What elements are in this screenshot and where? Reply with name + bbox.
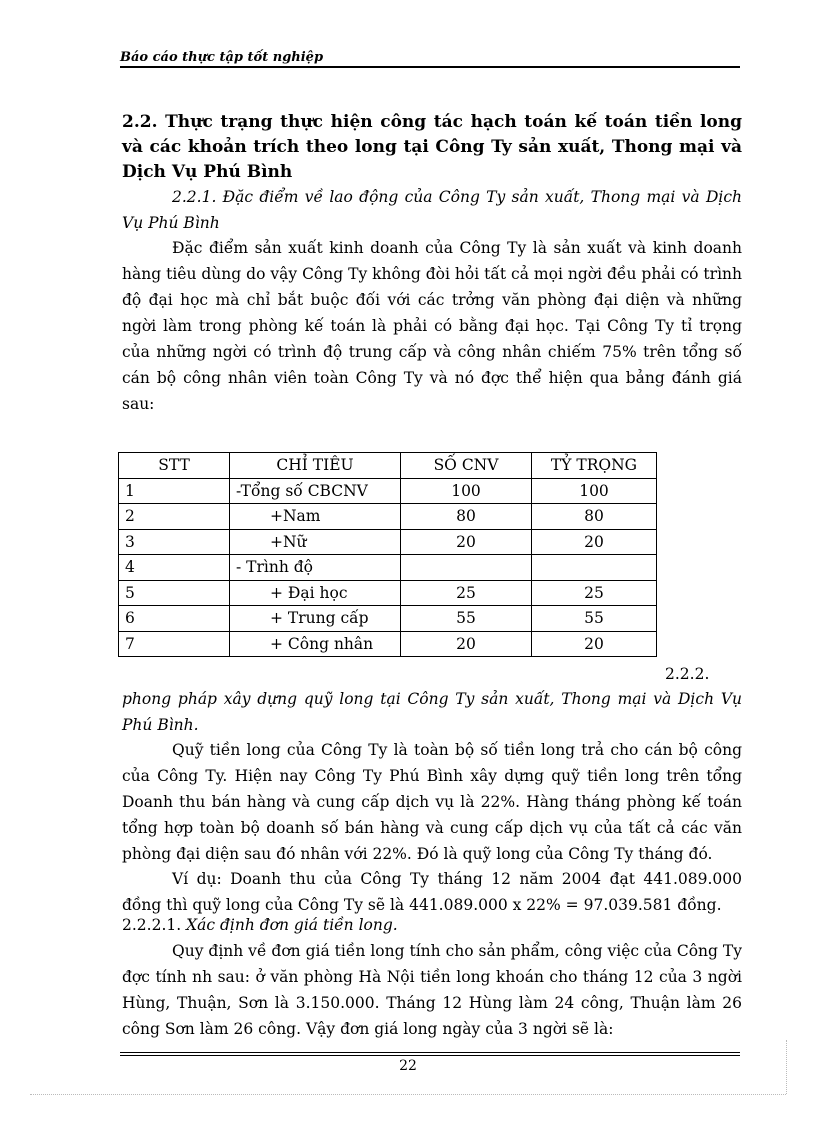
subsection-2-2-2-1-number: 2.2.2.1. [122, 916, 182, 934]
subsection-2-2-2-1-title: Xác định đơn giá tiền long. [186, 916, 398, 934]
col-header-chi-tieu: CHỈ TIÊU [230, 453, 401, 479]
cell-stt: 4 [119, 555, 230, 581]
table-row [119, 631, 657, 657]
cell-chi-tieu: - Trình độ [230, 555, 401, 581]
col-header-stt: STT [119, 453, 230, 479]
cell-so-cnv: 20 [401, 529, 532, 555]
col-header-so-cnv: SỐ CNV [401, 453, 532, 479]
cell-so-cnv: 55 [401, 606, 532, 632]
cell-chi-tieu: + Đại học [230, 580, 401, 606]
subsection-2-2-2-title: phong pháp xây dựng quỹ long tại Công Ty sản xuất, Thong mại và Dịch Vụ Phú Bình. [122, 690, 742, 734]
footer-rule-top [120, 1052, 740, 1053]
page-edge-dotted [30, 1094, 786, 1095]
table-row [119, 580, 657, 606]
cell-chi-tieu: -Tổng số CBCNV [230, 478, 401, 504]
paragraph-labor-characteristics: Đặc điểm sản xuất kinh doanh của Công Ty là sản xuất và kinh doanh hàng tiêu dùng do vậy Công Ty không đòi hỏi tất cả mọi ngời đều phải có trình độ đại học mà chỉ bắt buộc đối với các trởng văn phòng đại diện và những ngời làm trong phòng kế toán là phải có bằng đại học. Tại Công Ty tỉ trọng của những ngời có trình độ trung cấp và công nhân chiếm 75% trên tổng số cán bộ công nhân viên toàn Công Ty và nó đợc thể hiện qua bảng đánh giá sau: [122, 239, 742, 413]
cell-ty-trong: 55 [532, 606, 657, 632]
cell-ty-trong: 25 [532, 580, 657, 606]
table-row [119, 529, 657, 555]
page-number: 22 [399, 1058, 417, 1074]
cell-ty-trong [532, 555, 657, 581]
table-row [119, 504, 657, 530]
cell-so-cnv: 20 [401, 631, 532, 657]
cell-so-cnv: 80 [401, 504, 532, 530]
cell-stt: 2 [119, 504, 230, 530]
cell-ty-trong: 20 [532, 529, 657, 555]
section-heading: 2.2. Thực trạng thực hiện công tác hạch toán kế toán tiền long và các khoản trích theo long tại Công Ty sản xuất, Thong mại và Dịch Vụ Phú Bình [122, 112, 742, 182]
cell-ty-trong: 100 [532, 478, 657, 504]
subsection-2-2-1: 2.2.1. Đặc điểm về lao động của Công Ty sản xuất, Thong mại và Dịch Vụ Phú Bình [122, 188, 742, 232]
table-row [119, 478, 657, 504]
table-row [119, 606, 657, 632]
cell-ty-trong: 20 [532, 631, 657, 657]
cell-stt: 3 [119, 529, 230, 555]
paragraph-salary-fund: Quỹ tiền long của Công Ty là toàn bộ số tiền long trả cho cán bộ công của Công Ty. Hiện nay Công Ty Phú Bình xây dựng quỹ tiền long trên tổng Doanh thu bán hàng và cung cấp dịch vụ là 22%. Hàng tháng phòng kế toán tổng hợp toàn bộ doanh số bán hàng và cung cấp dịch vụ của tất cả các văn phòng đại diện sau đó nhân với 22%. Đó là quỹ long của Công Ty tháng đó. [122, 741, 742, 863]
cell-so-cnv: 100 [401, 478, 532, 504]
cell-chi-tieu: + Trung cấp [230, 606, 401, 632]
cell-stt: 6 [119, 606, 230, 632]
paragraph-unit-price: Quy định về đơn giá tiền long tính cho sản phẩm, công việc của Công Ty đợc tính nh sau: ở văn phòng Hà Nội tiền long khoán cho tháng 12 của 3 ngời Hùng, Thuận, Sơn là 3.150.000. Tháng 12 Hùng làm 24 công, Thuận làm 26 công Sơn làm 26 công. Vậy đơn giá long ngày của 3 ngời sẽ là: [122, 942, 742, 1038]
cell-stt: 7 [119, 631, 230, 657]
cell-chi-tieu: + Công nhân [230, 631, 401, 657]
running-header: Báo cáo thực tập tốt nghiệp [120, 50, 324, 65]
cell-stt: 5 [119, 580, 230, 606]
table-header-row [119, 453, 657, 479]
cell-stt: 1 [119, 478, 230, 504]
labor-table [118, 452, 657, 657]
cell-chi-tieu: +Nữ [230, 529, 401, 555]
header-rule [120, 66, 740, 68]
cell-ty-trong: 80 [532, 504, 657, 530]
paragraph-example: Ví dụ: Doanh thu của Công Ty tháng 12 năm 2004 đạt 441.089.000 đồng thì quỹ long của Công Ty sẽ là 441.089.000 x 22% = 97.039.581 đồng. [122, 870, 742, 914]
subsection-2-2-2-1 [122, 912, 742, 938]
col-header-ty-trong: TỶ TRỌNG [532, 453, 657, 479]
cell-so-cnv [401, 555, 532, 581]
page-edge-dotted-vertical [786, 1040, 787, 1094]
subsection-2-2-2-number: 2.2.2. [665, 665, 710, 683]
cell-so-cnv: 25 [401, 580, 532, 606]
table-row [119, 555, 657, 581]
footer-rule-bottom [120, 1055, 740, 1056]
cell-chi-tieu: +Nam [230, 504, 401, 530]
